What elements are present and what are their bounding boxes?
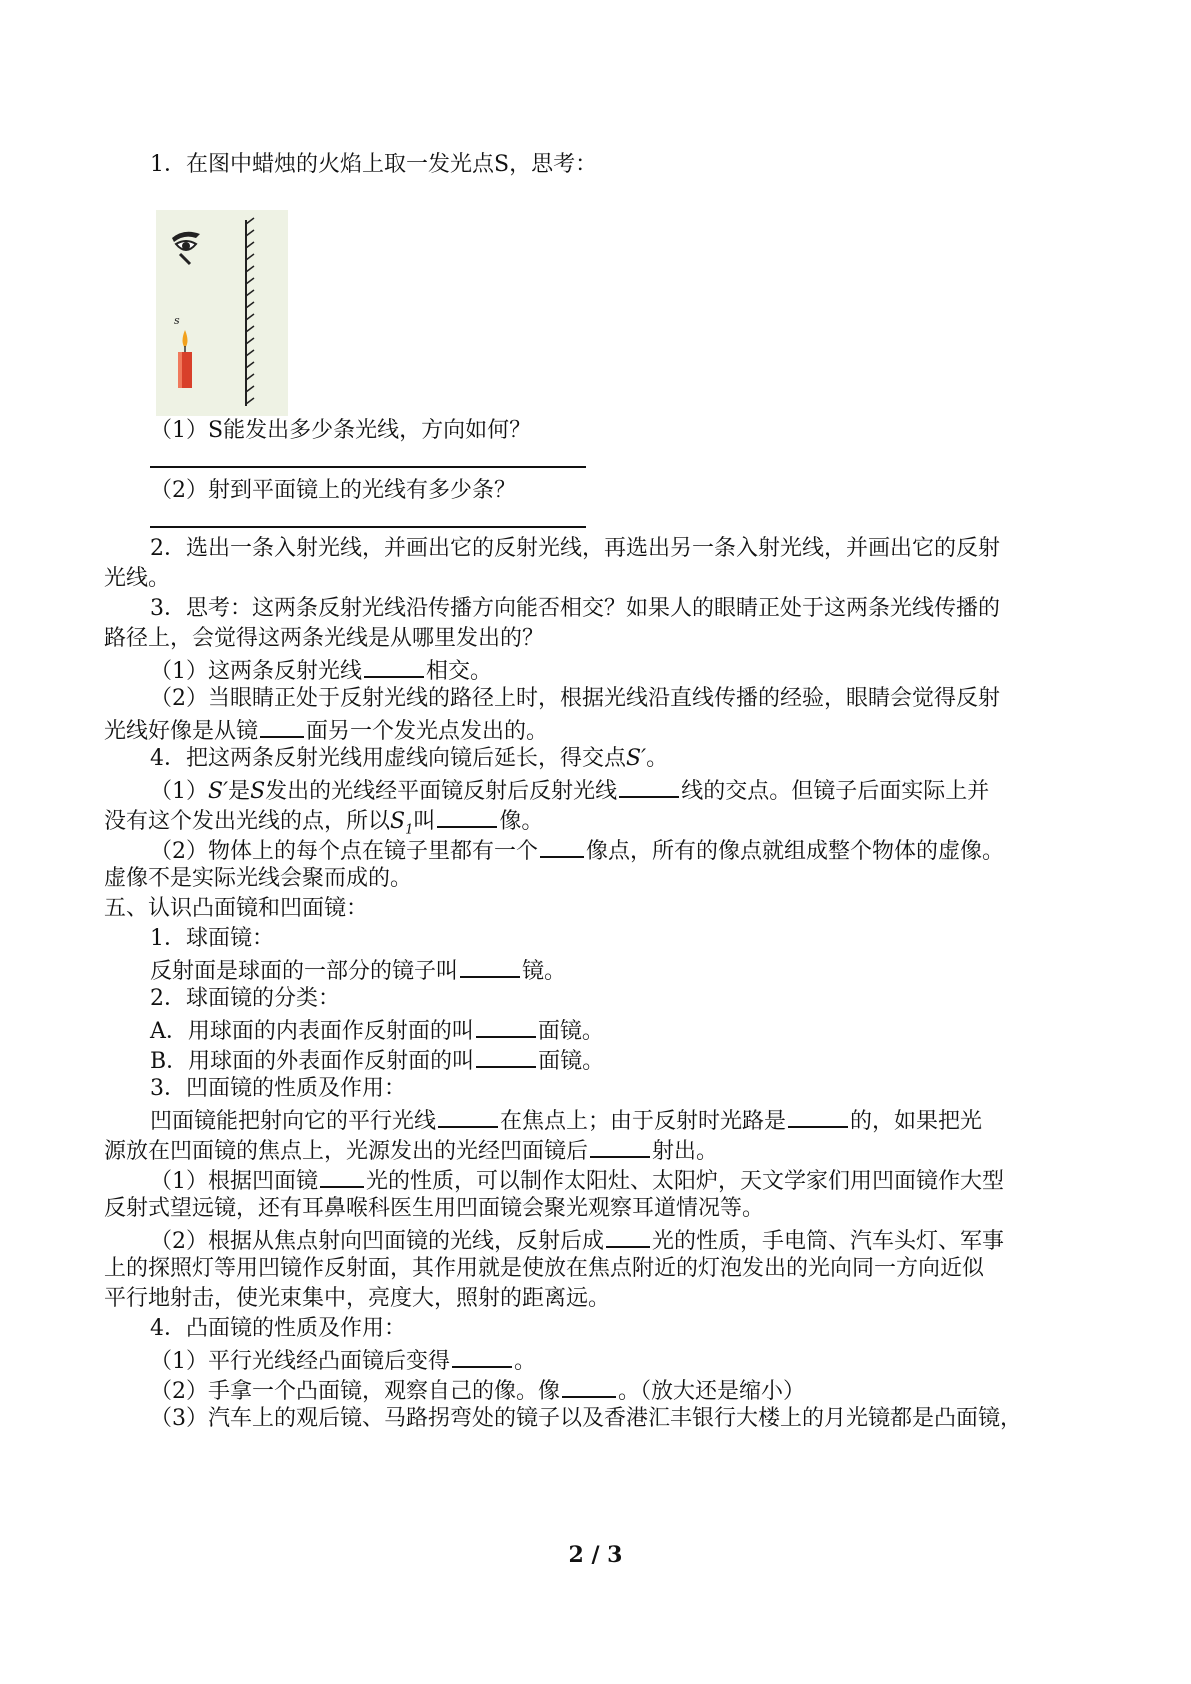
q4-sub1-symbol: S′ xyxy=(208,779,229,804)
s5-p4-s1-text-a: （1）平行光线经凸面镜后变得 xyxy=(150,1349,450,1374)
q4-title xyxy=(150,744,668,774)
q3-sub1 xyxy=(150,654,492,687)
fill-blank[interactable] xyxy=(619,774,679,798)
q4-sub1-text-a: 是 xyxy=(228,779,251,804)
s5-p3-s2-line3: 平行地射击，使光束集中，亮度大，照射的距离远。 xyxy=(104,1286,611,1311)
fill-blank[interactable] xyxy=(438,1104,498,1128)
s5-p4-s1-text-b: 。 xyxy=(514,1349,537,1374)
q3-line1: 3．思考：这两条反射光线沿传播方向能否相交？如果人的眼睛正处于这两条光线传播的 xyxy=(150,596,1000,621)
s5-p1-text-b: 镜。 xyxy=(522,959,567,984)
s5-p3-s1-line2: 反射式望远镜，还有耳鼻喉科医生用凹面镜会聚光观察耳道情况等。 xyxy=(104,1196,765,1221)
fill-blank[interactable] xyxy=(590,1134,650,1158)
s5-p2-title: 2．球面镜的分类： xyxy=(150,986,340,1011)
fill-blank[interactable] xyxy=(562,1374,616,1398)
s5-p3-title: 3．凹面镜的性质及作用： xyxy=(150,1076,406,1101)
fill-blank[interactable] xyxy=(476,1044,536,1068)
q4-sub1-l2-text-a: 没有这个发出光线的点，所以 xyxy=(104,809,391,834)
s5-p2-A-text-b: 面镜。 xyxy=(537,1019,604,1044)
q4-sub1-num: （1） xyxy=(150,779,208,804)
q4-sub1-l2-text-c: 像。 xyxy=(499,809,544,834)
s5-p3-l1-text-b: 在焦点上；由于反射时光路是 xyxy=(500,1109,787,1134)
s5-p4-s2-text-b: 。（放大还是缩小） xyxy=(618,1379,806,1404)
q4-sub1-symbol2: S xyxy=(250,779,266,804)
q3-sub2-line2 xyxy=(104,714,548,747)
page-number: 2 / 3 xyxy=(568,1542,623,1568)
candle-icon xyxy=(178,330,192,388)
s5-p4-s3: （3）汽车上的观后镜、马路拐弯处的镜子以及香港汇丰银行大楼上的月光镜都是凸面镜， xyxy=(150,1406,1023,1431)
s5-p4-s1 xyxy=(150,1344,536,1377)
s5-p3-s2-text-b: 光的性质，手电筒、汽车头灯、军事 xyxy=(652,1229,1005,1254)
q3-sub2-text-b: 面另一个发光点发出的。 xyxy=(306,719,549,744)
q4-sub2-text-b: 像点，所有的像点就组成整个物体的虚像。 xyxy=(586,839,1005,864)
q3-sub1-text-b: 相交。 xyxy=(426,659,493,684)
q4-sub1-text-c: 线的交点。但镜子后面实际上并 xyxy=(681,779,990,804)
s5-p3-l1-text-a: 凹面镜能把射向它的平行光线 xyxy=(150,1109,437,1134)
s5-p2-B-text-a: B．用球面的外表面作反射面的叫 xyxy=(150,1049,475,1074)
s5-p3-l2-text-a: 源放在凹面镜的焦点上，光源发出的光经凹面镜后 xyxy=(104,1139,589,1164)
fill-blank[interactable] xyxy=(606,1224,650,1248)
q4-sub1-l2-subscript: 1 xyxy=(405,822,414,838)
fill-blank[interactable] xyxy=(364,654,424,678)
q4-sub1-text-b: 发出的光线经平面镜反射后反射光线 xyxy=(265,779,618,804)
fill-blank[interactable] xyxy=(788,1104,848,1128)
s5-p3-s1-line1 xyxy=(150,1164,1004,1197)
answer-line-1[interactable] xyxy=(150,466,586,468)
q2-line1: 2．选出一条入射光线，并画出它的反射光线，再选出另一条入射光线，并画出它的反射 xyxy=(150,536,1000,561)
fill-blank[interactable] xyxy=(476,1014,536,1038)
figure-svg xyxy=(156,210,288,416)
q3-sub1-text-a: （1）这两条反射光线 xyxy=(150,659,362,684)
fill-blank[interactable] xyxy=(260,714,304,738)
fill-blank[interactable] xyxy=(540,834,584,858)
s5-p4-title: 4．凸面镜的性质及作用： xyxy=(150,1316,406,1341)
s5-p4-s2-text-a: （2）手拿一个凸面镜，观察自己的像。像 xyxy=(150,1379,560,1404)
q4-sub1-line1 xyxy=(150,774,989,807)
q4-sub2-line1 xyxy=(150,834,1004,867)
s5-p3-s2-line1 xyxy=(150,1224,1004,1257)
q1-title: 1．在图中蜡烛的火焰上取一发光点S，思考： xyxy=(150,152,598,177)
q4-title-text: 4．把这两条反射光线用虚线向镜后延长，得交点 xyxy=(150,746,626,771)
s5-p3-s2-line2: 上的探照灯等用凹镜作反射面，其作用就是使放在焦点附近的灯泡发出的光向同一方向近似 xyxy=(104,1256,985,1281)
s5-p2-A-text-a: A．用球面的内表面作反射面的叫 xyxy=(150,1019,474,1044)
s5-p1-body xyxy=(150,954,566,987)
q3-line2: 路径上，会觉得这两条光线是从哪里发出的？ xyxy=(104,626,545,651)
fill-blank[interactable] xyxy=(320,1164,364,1188)
section5-title: 五、认识凸面镜和凹面镜： xyxy=(104,896,369,921)
s5-p3-s2-text-a: （2）根据从焦点射向凹面镜的光线，反射后成 xyxy=(150,1229,604,1254)
q4-sub2-line2: 虚像不是实际光线会聚而成的。 xyxy=(104,866,413,891)
s5-p3-l2-text-b: 射出。 xyxy=(652,1139,719,1164)
s5-p3-s1-text-b: 光的性质，可以制作太阳灶、太阳炉，天文学家们用凹面镜作大型 xyxy=(366,1169,1005,1194)
s5-p3-s1-text-a: （1）根据凹面镜 xyxy=(150,1169,318,1194)
q2-line2: 光线。 xyxy=(104,566,171,591)
q1-sub2: （2）射到平面镜上的光线有多少条？ xyxy=(150,478,516,503)
q4-title-end: 。 xyxy=(646,746,669,771)
s5-p2-B xyxy=(150,1044,604,1077)
q4-title-symbol: S′ xyxy=(626,746,647,771)
fill-blank[interactable] xyxy=(437,804,497,828)
s5-p1-text-a: 反射面是球面的一部分的镜子叫 xyxy=(150,959,459,984)
q3-sub2-line1: （2）当眼睛正处于反射光线的路径上时，根据光线沿直线传播的经验，眼睛会觉得反射 xyxy=(150,686,1000,711)
s5-p1-title: 1．球面镜： xyxy=(150,926,274,951)
q4-sub1-l2-text-b: 叫 xyxy=(413,809,436,834)
s5-p4-s2 xyxy=(150,1374,805,1407)
s5-p3-l1-text-c: 的，如果把光 xyxy=(850,1109,983,1134)
s5-p3-line1 xyxy=(150,1104,982,1137)
s5-p2-B-text-b: 面镜。 xyxy=(538,1049,605,1074)
s5-p3-line2 xyxy=(104,1134,718,1167)
q1-sub1: （1）S能发出多少条光线，方向如何？ xyxy=(150,418,532,443)
q4-sub2-text-a: （2）物体上的每个点在镜子里都有一个 xyxy=(150,839,538,864)
eye-icon xyxy=(172,232,200,264)
q3-sub2-text-a: 光线好像是从镜 xyxy=(104,719,259,744)
fill-blank[interactable] xyxy=(460,954,520,978)
fill-blank[interactable] xyxy=(452,1344,512,1368)
s5-p2-A xyxy=(150,1014,604,1047)
figure-label-s: s xyxy=(174,314,180,327)
plane-mirror xyxy=(246,218,254,406)
mirror-candle-figure xyxy=(156,210,288,416)
q4-sub1-l2-symbol: S xyxy=(390,809,406,834)
answer-line-2[interactable] xyxy=(150,526,586,528)
